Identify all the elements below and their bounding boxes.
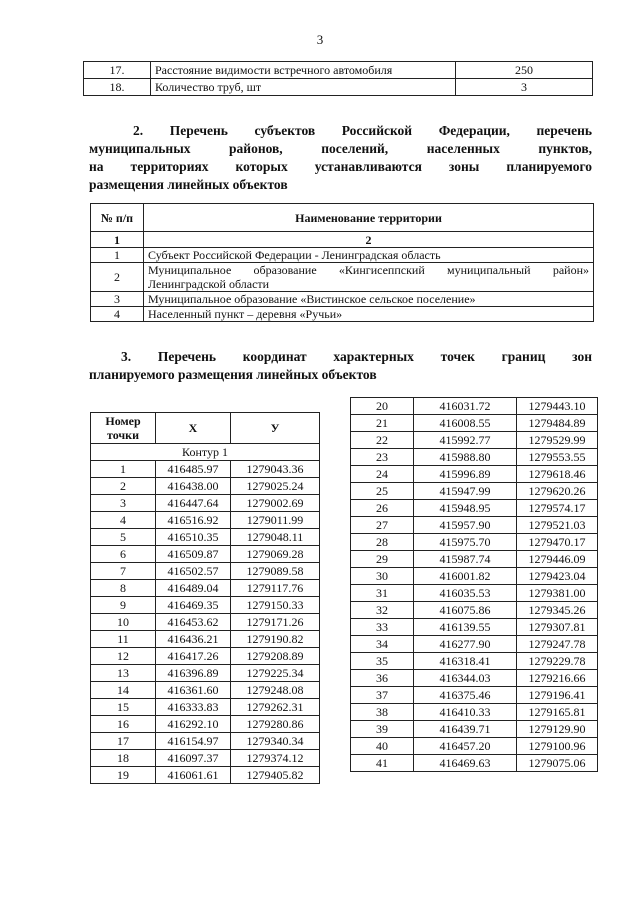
x-coordinate: 415988.80 <box>414 449 517 466</box>
coordinate-row <box>351 704 598 721</box>
row-value: 3 <box>456 79 593 96</box>
x-coordinate: 416292.10 <box>156 716 231 733</box>
y-coordinate: 1279089.58 <box>231 563 320 580</box>
x-coordinate: 415957.90 <box>414 517 517 534</box>
table-header-row <box>91 413 320 444</box>
y-coordinate: 1279443.10 <box>517 398 598 415</box>
y-coordinate: 1279129.90 <box>517 721 598 738</box>
coordinate-row <box>91 580 320 597</box>
row-name: Количество труб, шт <box>151 79 456 96</box>
point-number: 29 <box>351 551 414 568</box>
point-number: 36 <box>351 670 414 687</box>
column-index: 1 <box>91 232 144 248</box>
point-number: 35 <box>351 653 414 670</box>
territory-name: Субъект Российской Федерации - Ленинградская область <box>144 248 594 263</box>
coordinate-row <box>91 546 320 563</box>
point-number: 34 <box>351 636 414 653</box>
point-number: 4 <box>91 512 156 529</box>
coordinate-row <box>351 585 598 602</box>
table-row <box>84 79 593 96</box>
point-number: 16 <box>91 716 156 733</box>
coordinate-row <box>91 750 320 767</box>
x-coordinate: 416375.46 <box>414 687 517 704</box>
row-number: 2 <box>91 263 144 292</box>
y-coordinate: 1279553.55 <box>517 449 598 466</box>
contour-row <box>91 444 320 461</box>
coordinate-row <box>351 432 598 449</box>
territory-name <box>144 263 594 292</box>
y-coordinate: 1279345.26 <box>517 602 598 619</box>
y-coordinate: 1279043.36 <box>231 461 320 478</box>
point-number: 6 <box>91 546 156 563</box>
x-coordinate: 416333.83 <box>156 699 231 716</box>
coordinate-row <box>351 755 598 772</box>
x-coordinate: 416509.87 <box>156 546 231 563</box>
point-number: 18 <box>91 750 156 767</box>
coordinate-row <box>91 648 320 665</box>
point-number: 13 <box>91 665 156 682</box>
y-coordinate: 1279484.89 <box>517 415 598 432</box>
coordinate-row <box>91 597 320 614</box>
point-number: 1 <box>91 461 156 478</box>
row-number: 17. <box>84 62 151 79</box>
heading-line: размещения линейных объектов <box>89 177 288 192</box>
y-coordinate: 1279196.41 <box>517 687 598 704</box>
point-number: 33 <box>351 619 414 636</box>
coordinate-row <box>351 602 598 619</box>
x-coordinate: 416436.21 <box>156 631 231 648</box>
x-coordinate: 416438.00 <box>156 478 231 495</box>
point-number: 25 <box>351 483 414 500</box>
x-coordinate: 415992.77 <box>414 432 517 449</box>
x-coordinate: 416439.71 <box>414 721 517 738</box>
coordinate-row <box>351 483 598 500</box>
y-coordinate: 1279262.31 <box>231 699 320 716</box>
y-coordinate: 1279117.76 <box>231 580 320 597</box>
coordinate-row <box>351 687 598 704</box>
x-coordinate: 415947.99 <box>414 483 517 500</box>
y-coordinate: 1279280.86 <box>231 716 320 733</box>
header-point-number: Номер точки <box>91 413 156 444</box>
x-coordinate: 416502.57 <box>156 563 231 580</box>
territory-name: Населенный пункт – деревня «Ручьи» <box>144 307 594 322</box>
point-number: 41 <box>351 755 414 772</box>
point-number: 10 <box>91 614 156 631</box>
characteristics-table <box>83 61 593 96</box>
x-coordinate: 416344.03 <box>414 670 517 687</box>
coordinate-row <box>91 631 320 648</box>
coordinate-row <box>351 534 598 551</box>
x-coordinate: 416277.90 <box>414 636 517 653</box>
section-2-heading <box>89 122 592 194</box>
point-number: 23 <box>351 449 414 466</box>
y-coordinate: 1279075.06 <box>517 755 598 772</box>
point-number: 37 <box>351 687 414 704</box>
y-coordinate: 1279165.81 <box>517 704 598 721</box>
point-number: 8 <box>91 580 156 597</box>
x-coordinate: 416075.86 <box>414 602 517 619</box>
x-coordinate: 416410.33 <box>414 704 517 721</box>
row-number: 3 <box>91 292 144 307</box>
coordinate-row <box>351 517 598 534</box>
x-coordinate: 416485.97 <box>156 461 231 478</box>
x-coordinate: 416139.55 <box>414 619 517 636</box>
coordinate-row <box>351 466 598 483</box>
coordinate-row <box>91 716 320 733</box>
point-number: 12 <box>91 648 156 665</box>
x-coordinate: 415948.95 <box>414 500 517 517</box>
point-number: 21 <box>351 415 414 432</box>
y-coordinate: 1279423.04 <box>517 568 598 585</box>
coordinate-row <box>351 551 598 568</box>
table-row <box>91 292 594 307</box>
x-coordinate: 415996.89 <box>414 466 517 483</box>
y-coordinate: 1279374.12 <box>231 750 320 767</box>
point-number: 7 <box>91 563 156 580</box>
point-number: 28 <box>351 534 414 551</box>
x-coordinate: 416417.26 <box>156 648 231 665</box>
header-number: № п/п <box>91 204 144 232</box>
table-row <box>91 248 594 263</box>
heading-line: 3. Перечень координат характерных точек границ зон <box>121 349 592 364</box>
point-number: 14 <box>91 682 156 699</box>
y-coordinate: 1279405.82 <box>231 767 320 784</box>
coordinate-row <box>351 449 598 466</box>
territory-name-line: Ленинградской области <box>148 277 270 291</box>
point-number: 40 <box>351 738 414 755</box>
table-header-row <box>91 204 594 232</box>
x-coordinate: 416510.35 <box>156 529 231 546</box>
coordinate-row <box>351 721 598 738</box>
coordinate-row <box>91 461 320 478</box>
x-coordinate: 416061.61 <box>156 767 231 784</box>
table-row <box>91 263 594 292</box>
row-number: 1 <box>91 248 144 263</box>
x-coordinate: 416469.35 <box>156 597 231 614</box>
coordinate-row <box>91 529 320 546</box>
y-coordinate: 1279171.26 <box>231 614 320 631</box>
coordinate-row <box>351 415 598 432</box>
y-coordinate: 1279381.00 <box>517 585 598 602</box>
y-coordinate: 1279150.33 <box>231 597 320 614</box>
y-coordinate: 1279190.82 <box>231 631 320 648</box>
x-coordinate: 415975.70 <box>414 534 517 551</box>
point-number: 22 <box>351 432 414 449</box>
y-coordinate: 1279620.26 <box>517 483 598 500</box>
x-coordinate: 416489.04 <box>156 580 231 597</box>
point-number: 27 <box>351 517 414 534</box>
point-number: 5 <box>91 529 156 546</box>
x-coordinate: 416154.97 <box>156 733 231 750</box>
coordinate-row <box>91 699 320 716</box>
row-number: 4 <box>91 307 144 322</box>
x-coordinate: 416396.89 <box>156 665 231 682</box>
coordinate-row <box>351 500 598 517</box>
x-coordinate: 416035.53 <box>414 585 517 602</box>
point-number: 20 <box>351 398 414 415</box>
x-coordinate: 416001.82 <box>414 568 517 585</box>
y-coordinate: 1279470.17 <box>517 534 598 551</box>
coordinate-row <box>91 733 320 750</box>
x-coordinate: 415987.74 <box>414 551 517 568</box>
coordinate-row <box>91 665 320 682</box>
y-coordinate: 1279025.24 <box>231 478 320 495</box>
point-number: 17 <box>91 733 156 750</box>
y-coordinate: 1279574.17 <box>517 500 598 517</box>
point-number: 11 <box>91 631 156 648</box>
coordinate-row <box>91 682 320 699</box>
x-coordinate: 416453.62 <box>156 614 231 631</box>
heading-line: на территориях которых устанавливаются зоны планируемого <box>89 159 592 174</box>
coordinate-row <box>351 653 598 670</box>
section-3-heading <box>89 348 592 384</box>
point-number: 15 <box>91 699 156 716</box>
point-number: 38 <box>351 704 414 721</box>
territory-name: Муниципальное образование «Вистинское сельское поселение» <box>144 292 594 307</box>
row-name: Расстояние видимости встречного автомобиля <box>151 62 456 79</box>
coordinates-table-left <box>90 412 320 784</box>
coordinates-table-right <box>350 397 598 772</box>
heading-line: планируемого размещения линейных объектов <box>89 367 377 382</box>
y-coordinate: 1279521.03 <box>517 517 598 534</box>
point-number: 31 <box>351 585 414 602</box>
coordinate-row <box>91 563 320 580</box>
y-coordinate: 1279307.81 <box>517 619 598 636</box>
row-number: 18. <box>84 79 151 96</box>
x-coordinate: 416008.55 <box>414 415 517 432</box>
point-number: 30 <box>351 568 414 585</box>
coordinate-row <box>91 495 320 512</box>
y-coordinate: 1279208.89 <box>231 648 320 665</box>
x-coordinate: 416457.20 <box>414 738 517 755</box>
heading-line: муниципальных районов, поселений, населенных пунктов, <box>89 141 592 156</box>
x-coordinate: 416361.60 <box>156 682 231 699</box>
y-coordinate: 1279100.96 <box>517 738 598 755</box>
coordinate-row <box>351 738 598 755</box>
y-coordinate: 1279069.28 <box>231 546 320 563</box>
point-number: 32 <box>351 602 414 619</box>
contour-label: Контур 1 <box>91 444 320 461</box>
y-coordinate: 1279618.46 <box>517 466 598 483</box>
header-y: У <box>231 413 320 444</box>
coordinate-row <box>351 398 598 415</box>
table-row <box>91 307 594 322</box>
y-coordinate: 1279247.78 <box>517 636 598 653</box>
coordinate-row <box>351 670 598 687</box>
territory-table <box>90 203 594 322</box>
y-coordinate: 1279446.09 <box>517 551 598 568</box>
header-x: X <box>156 413 231 444</box>
x-coordinate: 416318.41 <box>414 653 517 670</box>
coordinate-row <box>351 619 598 636</box>
point-number: 19 <box>91 767 156 784</box>
x-coordinate: 416469.63 <box>414 755 517 772</box>
y-coordinate: 1279002.69 <box>231 495 320 512</box>
x-coordinate: 416516.92 <box>156 512 231 529</box>
column-index: 2 <box>144 232 594 248</box>
y-coordinate: 1279216.66 <box>517 670 598 687</box>
y-coordinate: 1279340.34 <box>231 733 320 750</box>
heading-line: 2. Перечень субъектов Российской Федерации, перечень <box>133 123 592 138</box>
coordinate-row <box>91 512 320 529</box>
y-coordinate: 1279048.11 <box>231 529 320 546</box>
y-coordinate: 1279011.99 <box>231 512 320 529</box>
coordinate-row <box>351 636 598 653</box>
y-coordinate: 1279248.08 <box>231 682 320 699</box>
point-number: 2 <box>91 478 156 495</box>
header-name: Наименование территории <box>144 204 594 232</box>
x-coordinate: 416031.72 <box>414 398 517 415</box>
x-coordinate: 416447.64 <box>156 495 231 512</box>
point-number: 3 <box>91 495 156 512</box>
point-number: 9 <box>91 597 156 614</box>
coordinate-row <box>351 568 598 585</box>
x-coordinate: 416097.37 <box>156 750 231 767</box>
coordinate-row <box>91 614 320 631</box>
y-coordinate: 1279225.34 <box>231 665 320 682</box>
coordinate-row <box>91 478 320 495</box>
y-coordinate: 1279529.99 <box>517 432 598 449</box>
y-coordinate: 1279229.78 <box>517 653 598 670</box>
coordinate-row <box>91 767 320 784</box>
table-row <box>84 62 593 79</box>
territory-name-line: Муниципальное образование «Кингисеппский муниципальный район» <box>148 263 589 277</box>
row-value: 250 <box>456 62 593 79</box>
column-index-row <box>91 232 594 248</box>
point-number: 26 <box>351 500 414 517</box>
point-number: 39 <box>351 721 414 738</box>
point-number: 24 <box>351 466 414 483</box>
page-number: 3 <box>316 32 324 47</box>
